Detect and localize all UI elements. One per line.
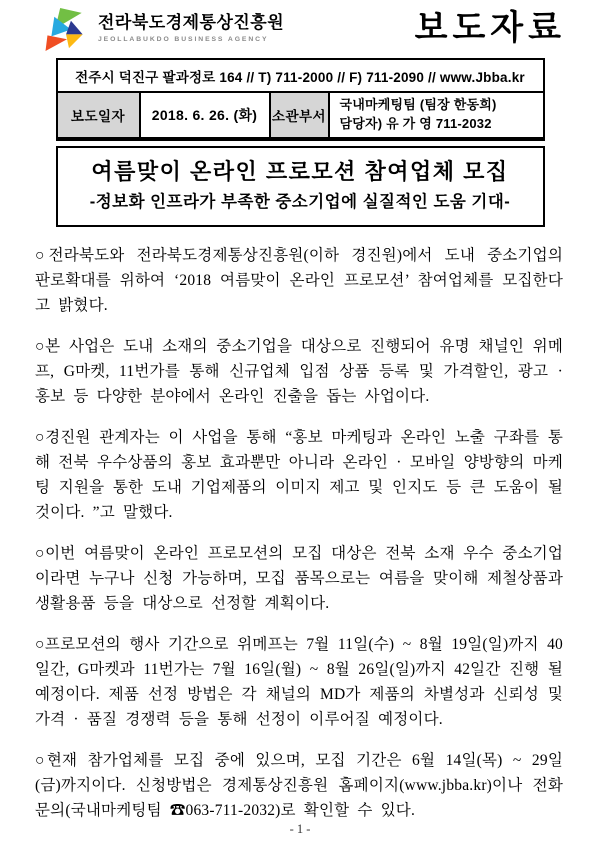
agency-brand <box>44 8 284 53</box>
paragraph-1: ○전라북도와 전라북도경제통상진흥원(이하 경진원)에서 도내 중소기업의 판로확대를 위하여 ‘2018 여름맞이 온라인 프로모션’ 참여업체를 모집한다고 밝혔다. <box>35 247 563 315</box>
paragraph-2: ○본 사업은 도내 소재의 중소기업을 대상으로 진행되어 유명 채널인 위메프, G마켓, 11번가를 통해 신규업체 입점 상품 등록 및 가격할인, 광고 · 홍보 등 다양한 분야에서 온라인 진출을 돕는 사업이다. <box>35 338 563 406</box>
body-text <box>35 243 563 823</box>
info-table <box>56 58 545 141</box>
press-release-title: 여름맞이 온라인 프로모션 참여업체 모집 <box>91 159 509 184</box>
agency-logo-icon <box>44 8 92 53</box>
paragraph-3: ○경진원 관계자는 이 사업을 통해 “홍보 마케팅과 온라인 노출 구좌를 통해 전북 우수상품의 홍보 효과뿐만 아니라 온라인 · 모바일 양방향의 마케팅 지원을 통한 도내 기업제품의 이미지 제고 및 인지도 등 큰 도움이 될 것이다. ”고 말했다. <box>35 429 563 522</box>
paragraph-4: ○이번 여름맞이 온라인 프로모션의 모집 대상은 전북 소재 우수 중소기업이라면 누구나 신청 가능하며, 모집 품목으로는 여름을 맞이해 제철상품과 생활용품 등을 대상으로 선정할 계획이다. <box>35 545 563 613</box>
agency-name-block <box>98 8 284 43</box>
document-type-title: 보도자료 <box>414 9 566 47</box>
agency-name: 전라북도경제통상진흥원 <box>98 13 285 32</box>
department-contact-line: 담당자) 유 가 영 711-2032 <box>339 116 492 131</box>
paragraph-5: ○프로모션의 행사 기간으로 위메프는 7월 11일(수) ~ 8월 19일(일)까지 40일간, G마켓과 11번가는 7월 16일(월) ~ 8월 26일(일)까지 42일간 진행 될 예정이다. 제품 선정 방법은 각 채널의 MD가 제품의 차별성과 신뢰성 및 가격 · 품질 경쟁력 등을 통해 선정이 이루어질 예정이다. <box>35 636 563 729</box>
department-team-line: 국내마케팅팀 (팀장 한동희) <box>339 97 497 113</box>
release-date-label-cell: 보도일자 <box>58 93 139 137</box>
header <box>0 0 600 54</box>
paragraph-6: ○현재 참가업체를 모집 중에 있으며, 모집 기간은 6월 14일(목) ~ 29일(금)까지이다. 신청방법은 경제통상진흥원 홈페이지(www.jbba.kr)이나 전화 문의(국내마케팅팀 ☎063-711-2032)로 확인할 수 있다. <box>35 752 563 820</box>
info-table-row <box>58 93 543 137</box>
department-value-cell <box>328 93 543 137</box>
contact-address-bar: 전주시 덕진구 팔과정로 164 // T) 711-2000 // F) 711-2090 // www.Jbba.kr <box>58 60 543 93</box>
release-date-value-cell: 2018. 6. 26. (화) <box>139 93 269 137</box>
press-release-subtitle: -정보화 인프라가 부족한 중소기업에 실질적인 도움 기대- <box>89 193 511 212</box>
page-number: - 1 - <box>289 822 311 836</box>
agency-name-english: JEOLLABUKDO BUSINESS AGENCY <box>98 35 269 43</box>
title-box <box>56 146 545 227</box>
department-label-cell: 소관부서 <box>269 93 328 137</box>
